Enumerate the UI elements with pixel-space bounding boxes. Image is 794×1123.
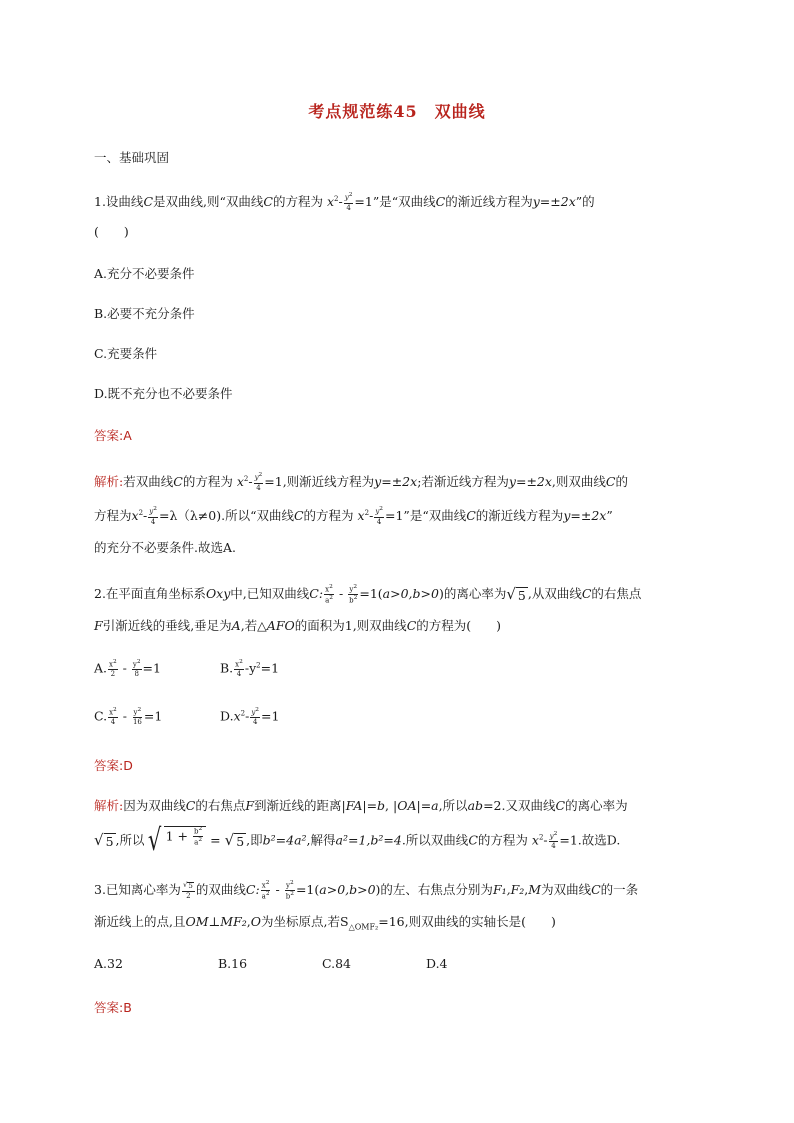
question-1-option-c: C.充要条件 xyxy=(94,346,158,361)
question-1-option-b: B.必要不充分条件 xyxy=(94,306,195,321)
question-3-option-d: D.4 xyxy=(426,956,448,971)
question-1-stem-line1: 1.设曲线C是双曲线,则“双曲线C的方程为 $x^2-$ $\frac{y^2}{4}$ =1”是“双曲线C的渐近线方程为y=±2x”的 xyxy=(94,192,595,212)
sqrt-expression: √ 1 + $\frac{b^2}{a^2}$ xyxy=(145,826,207,856)
question-3-option-c: C.84 xyxy=(322,956,351,971)
question-2-option-b: B. $\frac{x^2}{4}$ $-y^2=1$ xyxy=(220,659,280,679)
page-title: 考点规范练45 双曲线 xyxy=(308,102,486,121)
question-3-option-a: A.32 xyxy=(94,956,123,971)
question-3-stem-line2: 渐近线上的点,且OM⊥MF₂,O为坐标原点,若$S_{\triangle OMF_2}=16$,则双曲线的实轴长是( ) xyxy=(94,914,556,932)
sqrt-five: √ 5 xyxy=(506,584,526,603)
question-2-stem-line2: F引渐近线的垂线,垂足为A,若△AFO的面积为1,则双曲线C的方程为( ) xyxy=(94,618,502,633)
question-1-option-d: D.既不充分也不必要条件 xyxy=(94,386,233,401)
question-3-stem-line1: 3.已知离心率为 √ 5 2 的双曲线C: $\frac{x^2}{a^2}$ - $\frac{y^2}{b^2}$ =1(a>0,b>0)的左、右焦点分别为F₁,F₂,M为双曲线C的一条 xyxy=(94,879,639,901)
question-2-option-a: A. $\frac{x^2}{2}$ - $\frac{y^2}{8}$ =1 xyxy=(94,659,161,679)
question-1-answer: 答案:A xyxy=(94,428,132,443)
question-2-explanation-line2: √ 5 ,所以 √ 1 + $\frac{b^2}{a^2}$ = √ 5 ,即b²=4a²,解得a²=1,b²=4.所以双曲线C的方程为 $x^2-$ $\frac{y^2}{4}$ =1.故选D. xyxy=(94,823,621,858)
question-2-option-d: $D.x^2-$ $\frac{y^2}{4}$ =1 xyxy=(220,707,280,727)
fraction: $\frac{y^2}{4}$ xyxy=(344,192,353,212)
question-2-explanation-line1: 解析:因为双曲线C的右焦点F到渐近线的距离|FA|=b, |OA|=a,所以ab=2.又双曲线C的离心率为 xyxy=(94,798,628,813)
section-heading: 一、基础巩固 xyxy=(94,150,170,165)
question-2-answer: 答案:D xyxy=(94,758,133,773)
question-1-explanation-line1: 解析:若双曲线C的方程为 $x^2-$ $\frac{y^2}{4}$ =1,则渐近线方程为y=±2x;若渐近线方程为y=±2x,则双曲线C的 xyxy=(94,472,628,492)
question-1-explanation-line2: 方程为$x^2-$ $\frac{y^2}{4}$ =λ（λ≠0).所以“双曲线C的方程为 $x^2-$ $\frac{y^2}{4}$ =1”是“双曲线C的渐近线方程为y=±2x” xyxy=(94,506,613,526)
question-1-explanation-line3: 的充分不必要条件.故选A. xyxy=(94,540,236,555)
question-3-option-b: B.16 xyxy=(218,956,248,971)
question-1-paren: ( ) xyxy=(94,224,129,239)
question-2-stem-line1: 2.在平面直角坐标系Oxy中,已知双曲线C: $\frac{x^2}{a^2}$ - $\frac{y^2}{b^2}$ =1(a>0,b>0)的离心率为 √ 5 ,从双曲线C的右焦点 xyxy=(94,583,642,605)
question-2-option-c: C. $\frac{x^2}{4}$ - $\frac{y^2}{16}$ =1 xyxy=(94,707,163,727)
question-3-answer: 答案:B xyxy=(94,1000,132,1015)
question-1-option-a: A.充分不必要条件 xyxy=(94,266,195,281)
